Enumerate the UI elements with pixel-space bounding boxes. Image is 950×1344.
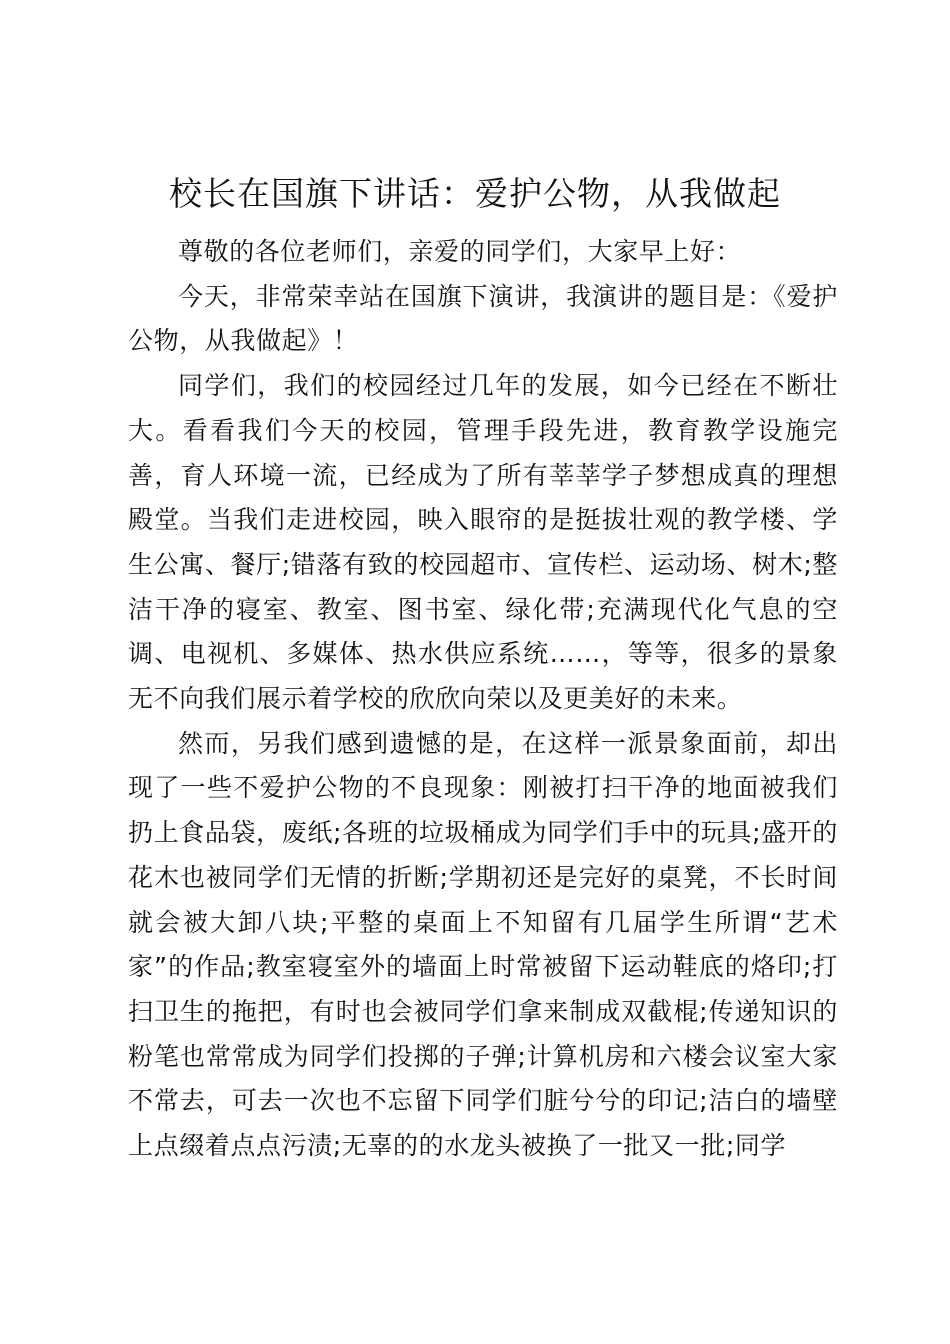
intro-paragraph: 今天，非常荣幸站在国旗下演讲，我演讲的题目是：《爱护公物，从我做起》！ xyxy=(128,281,838,356)
document-body xyxy=(128,230,838,1169)
problems-paragraph: 然而，另我们感到遗憾的是，在这样一派景象面前，却出现了一些不爱护公物的不良现象：刚被打扫干净的地面被我们扔上食品袋，废纸;各班的垃圾桶成为同学们手中的玩具;盛开的花木也被同学们无情的折断;学期初还是完好的桌凳，不长时间就会被大卸八块;平整的桌面上不知留有几届学生所谓“艺术家”的作品;教室寝室外的墙面上时常被留下运动鞋底的烙印;打扫卫生的拖把，有时也会被同学们拿来制成双截棍;传递知识的粉笔也常常成为同学们投掷的子弹;计算机房和六楼会议室大家不常去，可去一次也不忘留下同学们脏兮兮的印记;洁白的墙壁上点缀着点点污渍;无辜的的水龙头被换了一批又一批;同学 xyxy=(128,728,838,1161)
greeting-paragraph: 尊敬的各位老师们，亲爱的同学们，大家早上好： xyxy=(178,237,742,266)
document-title: 校长在国旗下讲话：爱护公物，从我做起 xyxy=(169,174,781,213)
campus-paragraph: 同学们，我们的校园经过几年的发展，如今已经在不断壮大。看看我们今天的校园，管理手段先进，教育教学设施完善，育人环境一流，已经成为了所有莘莘学子梦想成真的理想殿堂。当我们走进校园，映入眼帘的是挺拔壮观的教学楼、学生公寓、餐厅;错落有致的校园超市、宣传栏、运动场、树木;整洁干净的寝室、教室、图书室、绿化带;充满现代化气息的空调、电视机、多媒体、热水供应系统……，等等，很多的景象无不向我们展示着学校的欣欣向荣以及更美好的未来。 xyxy=(128,371,838,714)
